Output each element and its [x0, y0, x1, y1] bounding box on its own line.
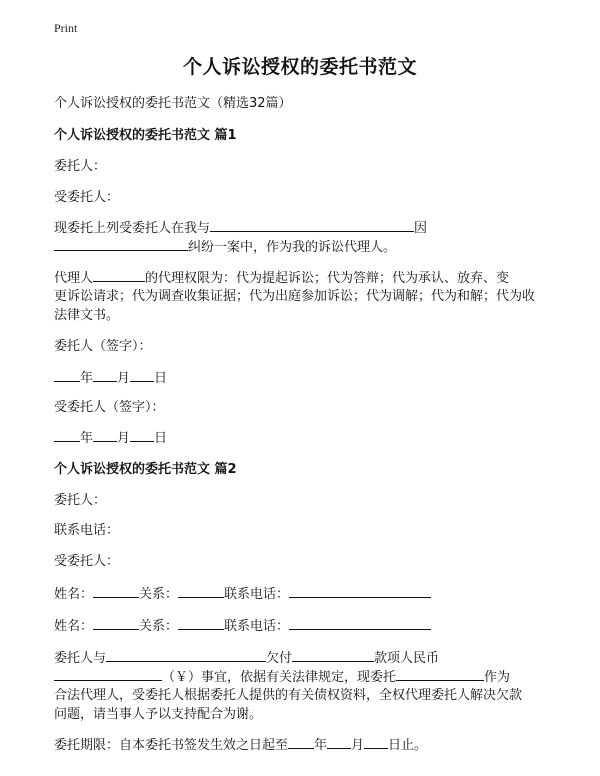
month-label: 月 [117, 431, 131, 446]
authority-text-a: 代理人 [54, 271, 94, 286]
blank-name [93, 584, 139, 598]
authority-line-1 [54, 268, 509, 288]
debt-line-1 [54, 648, 439, 668]
blank-amount [54, 667, 162, 681]
name-label: 姓名： [54, 587, 94, 602]
authority-line-3: 法律文书。 [54, 308, 120, 323]
relation-label: 关系： [139, 619, 179, 634]
blank-month [93, 368, 117, 382]
month-label: 月 [351, 738, 365, 753]
entrust-line-2 [54, 237, 396, 257]
blank-day [130, 428, 154, 442]
term-text-a: 委托期限：自本委托书签发生效之日起至 [54, 738, 289, 753]
subtitle: 个人诉讼授权的委托书范文（精选32篇） [54, 96, 292, 111]
entrust-line-1 [54, 218, 427, 238]
blank-phone [289, 584, 431, 598]
phone-label: 联系电话： [54, 523, 120, 538]
debt-text-c: 款项人民币 [374, 651, 440, 666]
relation-label: 关系： [139, 587, 179, 602]
blank-month [93, 428, 117, 442]
print-link[interactable]: Print [54, 21, 78, 35]
agent-info-row-1 [54, 584, 431, 604]
name-label: 姓名： [54, 619, 94, 634]
entrust-text-a: 现委托上列受委托人在我与 [54, 221, 211, 236]
agent-phone-label: 联系电话： [224, 619, 290, 634]
agent-info-row-2 [54, 616, 431, 636]
blank-year [288, 735, 314, 749]
blank-dispute [54, 237, 188, 251]
document-title: 个人诉讼授权的委托书范文 [182, 56, 417, 78]
blank-relation [178, 584, 224, 598]
year-label: 年 [80, 371, 94, 386]
term-line [54, 735, 427, 755]
agent-label: 受委托人： [54, 190, 120, 205]
section-2-heading: 个人诉讼授权的委托书范文 篇2 [54, 462, 237, 477]
year-label: 年 [314, 738, 328, 753]
year-label: 年 [80, 431, 94, 446]
agent-label-2: 受委托人： [54, 554, 120, 569]
date-line-2 [54, 428, 167, 448]
month-label: 月 [117, 371, 131, 386]
blank-month [327, 735, 351, 749]
blank-year [54, 368, 80, 382]
blank-opponent [210, 218, 414, 232]
principal-label-2: 委托人： [54, 493, 107, 508]
blank-debt-item [292, 648, 374, 662]
entrust-text-b: 因 [414, 221, 428, 236]
debt-line-2 [54, 667, 510, 687]
day-label: 日 [154, 371, 168, 386]
blank-debtor [106, 648, 266, 662]
debt-text-b: 欠付 [266, 651, 293, 666]
blank-day [364, 735, 388, 749]
debt-text-a: 委托人与 [54, 651, 107, 666]
principal-label: 委托人： [54, 159, 107, 174]
authority-line-2: 更诉讼请求；代为调查收集证据；代为出庭参加诉讼；代为调解；代为和解；代为收 [54, 289, 536, 304]
debt-text-e: 作为 [484, 670, 511, 685]
agent-phone-label: 联系电话： [224, 587, 290, 602]
blank-year [54, 428, 80, 442]
blank-relation [178, 616, 224, 630]
date-line-1 [54, 368, 167, 388]
debt-line-4: 问题，请当事人予以支持配合为谢。 [54, 707, 263, 722]
entrust-text-c: 纠纷一案中，作为我的诉讼代理人。 [188, 240, 397, 255]
blank-agent-name [93, 268, 145, 282]
debt-line-3: 合法代理人，受委托人根据委托人提供的有关债权资料，全权代理委托人解决欠款 [54, 688, 523, 703]
blank-name [93, 616, 139, 630]
principal-signature: 委托人（签字）： [54, 339, 152, 354]
blank-day [130, 368, 154, 382]
authority-text-b: 的代理权限为：代为提起诉讼；代为答辩；代为承认、放弃、变 [145, 271, 510, 286]
blank-agent [396, 667, 484, 681]
day-label: 日 [154, 431, 168, 446]
debt-text-d: （￥）事宜，依据有关法律规定，现委托 [162, 670, 397, 685]
agent-signature: 受委托人（签字）： [54, 400, 165, 415]
blank-phone [289, 616, 431, 630]
section-1-heading: 个人诉讼授权的委托书范文 篇1 [54, 128, 237, 143]
term-text-end: 日止。 [388, 738, 428, 753]
